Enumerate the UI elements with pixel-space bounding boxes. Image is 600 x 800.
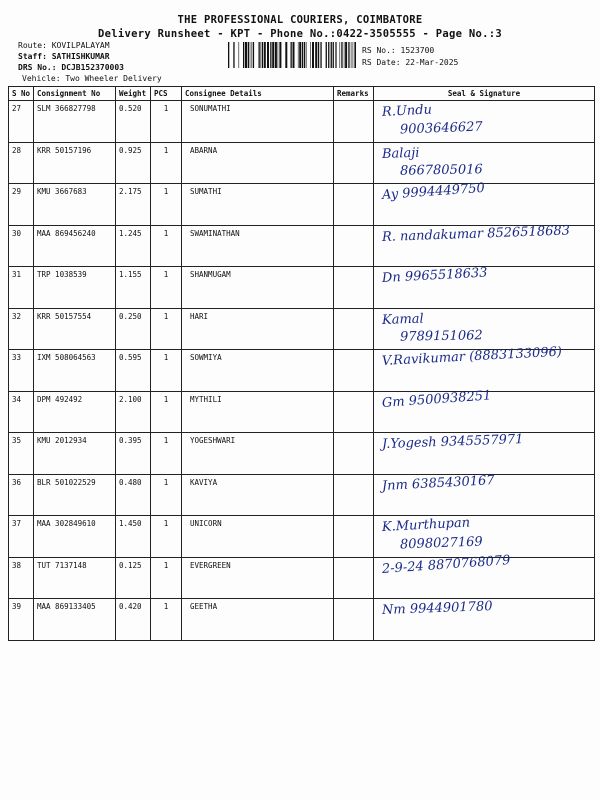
handwritten-signature: Ay 9994449750 bbox=[381, 180, 486, 203]
barcode-bar bbox=[250, 42, 251, 68]
col-remarks-header: Remarks bbox=[334, 87, 374, 101]
row-weight: 0.480 bbox=[116, 474, 151, 516]
row-pcs: 1 bbox=[151, 516, 182, 558]
row-consignee: MYTHILI bbox=[182, 391, 334, 433]
handwritten-signature: R. nandakumar 8526518683 bbox=[381, 222, 571, 245]
row-pcs: 1 bbox=[151, 557, 182, 599]
table-row bbox=[9, 474, 595, 516]
rs-number: RS No.: 1523700 bbox=[362, 46, 435, 55]
row-pcs: 1 bbox=[151, 599, 182, 641]
row-consignment-no: TRP 1038539 bbox=[34, 267, 116, 309]
row-remarks bbox=[334, 557, 374, 599]
row-consignee: UNICORN bbox=[182, 516, 334, 558]
row-weight: 2.175 bbox=[116, 184, 151, 226]
barcode-bar bbox=[306, 42, 307, 68]
row-seal-signature bbox=[374, 474, 595, 516]
row-remarks bbox=[334, 142, 374, 184]
handwritten-signature: Balaji bbox=[381, 145, 420, 162]
barcode-bar bbox=[279, 42, 281, 68]
barcode-bar bbox=[245, 42, 247, 68]
col-weight-header: Weight bbox=[116, 87, 151, 101]
row-pcs: 1 bbox=[151, 267, 182, 309]
handwritten-phone-number: 8098027169 bbox=[399, 534, 483, 553]
barcode-bar bbox=[267, 42, 269, 68]
row-remarks bbox=[334, 267, 374, 309]
barcode-bar bbox=[293, 42, 295, 68]
barcode-bar bbox=[336, 42, 337, 68]
handwritten-signature: R.Undu bbox=[381, 102, 433, 120]
row-weight: 0.420 bbox=[116, 599, 151, 641]
row-remarks bbox=[334, 101, 374, 143]
row-seal-signature bbox=[374, 101, 595, 143]
row-consignment-no: IXM 508064563 bbox=[34, 350, 116, 392]
row-seal-signature bbox=[374, 142, 595, 184]
row-consignment-no: DPM 492492 bbox=[34, 391, 116, 433]
vehicle-label: Vehicle: Two Wheeler Delivery bbox=[22, 74, 162, 83]
row-seal-signature bbox=[374, 599, 595, 641]
row-weight: 0.250 bbox=[116, 308, 151, 350]
row-consignment-no: KMU 3667683 bbox=[34, 184, 116, 226]
handwritten-phone-number: 9789151062 bbox=[399, 327, 483, 345]
row-pcs: 1 bbox=[151, 225, 182, 267]
row-sno: 30 bbox=[9, 225, 34, 267]
table-row bbox=[9, 308, 595, 350]
barcode-bar bbox=[264, 42, 266, 68]
row-pcs: 1 bbox=[151, 142, 182, 184]
table-row bbox=[9, 391, 595, 433]
row-weight: 0.125 bbox=[116, 557, 151, 599]
row-pcs: 1 bbox=[151, 391, 182, 433]
table-row bbox=[9, 142, 595, 184]
barcode-bar bbox=[299, 42, 301, 68]
row-seal-signature bbox=[374, 180, 595, 226]
barcode-bar bbox=[315, 42, 317, 68]
barcode-bar bbox=[344, 42, 345, 68]
barcode-bar bbox=[285, 42, 287, 68]
barcode-bar bbox=[243, 42, 244, 68]
barcode-bar bbox=[278, 42, 279, 68]
barcode-bar bbox=[304, 42, 305, 68]
row-seal-signature bbox=[374, 516, 595, 558]
handwritten-signature: Nm 9944901780 bbox=[381, 599, 493, 618]
row-consignee: SHANMUGAM bbox=[182, 267, 334, 309]
table-row bbox=[9, 267, 595, 309]
barcode-bar bbox=[335, 42, 336, 68]
row-sno: 36 bbox=[9, 474, 34, 516]
barcode-bar bbox=[291, 42, 292, 68]
barcode-bar bbox=[275, 42, 277, 68]
row-consignment-no: MAA 869456240 bbox=[34, 225, 116, 267]
barcode-bar bbox=[239, 42, 240, 68]
row-sno: 28 bbox=[9, 142, 34, 184]
row-seal-signature bbox=[374, 222, 595, 267]
row-pcs: 1 bbox=[151, 101, 182, 143]
col-consignee-header: Consignee Details bbox=[182, 87, 334, 101]
barcode-bar bbox=[333, 42, 334, 68]
row-remarks bbox=[334, 308, 374, 350]
row-weight: 0.925 bbox=[116, 142, 151, 184]
row-consignee: SONUMATHI bbox=[182, 101, 334, 143]
company-title: THE PROFESSIONAL COURIERS, COIMBATORE bbox=[177, 14, 423, 26]
handwritten-signature: Jnm 6385430167 bbox=[381, 472, 496, 494]
col-seal-header: Seal & Signature bbox=[374, 87, 595, 101]
handwritten-signature: V.Ravikumar (8883133096) bbox=[381, 344, 563, 369]
barcode bbox=[228, 42, 356, 68]
row-pcs: 1 bbox=[151, 433, 182, 475]
barcode-bar bbox=[233, 42, 234, 68]
row-sno: 38 bbox=[9, 557, 34, 599]
row-consignee: SWAMINATHAN bbox=[182, 225, 334, 267]
row-remarks bbox=[334, 599, 374, 641]
row-sno: 37 bbox=[9, 516, 34, 558]
row-consignment-no: MAA 869133405 bbox=[34, 599, 116, 641]
barcode-bar bbox=[354, 42, 356, 68]
barcode-bar bbox=[262, 42, 263, 68]
table-body bbox=[9, 101, 595, 641]
row-sno: 34 bbox=[9, 391, 34, 433]
table-header-row bbox=[9, 87, 595, 101]
rs-date: RS Date: 22-Mar-2025 bbox=[362, 58, 459, 67]
row-sno: 31 bbox=[9, 267, 34, 309]
barcode-bar bbox=[228, 42, 229, 68]
row-consignment-no: KRR 50157554 bbox=[34, 308, 116, 350]
handwritten-signature: Dn 9965518633 bbox=[381, 265, 488, 286]
runsheet-title: Delivery Runsheet - KPT - Phone No.:0422-3505555 - Page No.:3 bbox=[98, 28, 502, 40]
row-sno: 32 bbox=[9, 308, 34, 350]
handwritten-signature: J.Yogesh 9345557971 bbox=[381, 432, 524, 452]
handwritten-phone-number: 9003646627 bbox=[399, 119, 483, 138]
barcode-bar bbox=[298, 42, 299, 68]
table-row bbox=[9, 557, 595, 599]
staff-label: Staff: SATHISHKUMAR bbox=[18, 52, 110, 61]
table-row bbox=[9, 599, 595, 641]
row-consignee: EVERGREEN bbox=[182, 557, 334, 599]
row-seal-signature bbox=[374, 387, 595, 433]
row-weight: 1.155 bbox=[116, 267, 151, 309]
row-seal-signature bbox=[374, 344, 595, 392]
row-remarks bbox=[334, 184, 374, 226]
col-pcs-header: PCS bbox=[151, 87, 182, 101]
row-pcs: 1 bbox=[151, 308, 182, 350]
row-consignment-no: SLM 366827798 bbox=[34, 101, 116, 143]
barcode-bar bbox=[253, 42, 254, 68]
barcode-bar bbox=[272, 42, 274, 68]
barcode-bar bbox=[328, 42, 329, 68]
barcode-bar bbox=[320, 42, 321, 68]
table-row bbox=[9, 225, 595, 267]
row-consignment-no: BLR 501022529 bbox=[34, 474, 116, 516]
row-sno: 35 bbox=[9, 433, 34, 475]
row-consignee: SOWMIYA bbox=[182, 350, 334, 392]
row-weight: 2.100 bbox=[116, 391, 151, 433]
barcode-bar bbox=[340, 42, 341, 68]
col-sno-header: S No bbox=[9, 87, 34, 101]
barcode-bar bbox=[351, 42, 352, 68]
barcode-bar bbox=[353, 42, 354, 68]
row-seal-signature bbox=[374, 267, 595, 309]
row-pcs: 1 bbox=[151, 474, 182, 516]
row-seal-signature bbox=[374, 308, 595, 350]
barcode-bar bbox=[302, 42, 303, 68]
barcode-bar bbox=[248, 42, 249, 68]
row-remarks bbox=[334, 225, 374, 267]
barcode-bar bbox=[259, 42, 260, 68]
drs-label: DRS No.: DCJB152370003 bbox=[18, 63, 124, 72]
row-weight: 0.520 bbox=[116, 101, 151, 143]
barcode-bar bbox=[331, 42, 332, 68]
handwritten-signature: Gm 9500938251 bbox=[381, 387, 492, 411]
table-row bbox=[9, 101, 595, 143]
row-seal-signature bbox=[374, 433, 595, 475]
row-consignee: SUMATHI bbox=[182, 184, 334, 226]
delivery-table bbox=[8, 86, 595, 641]
row-pcs: 1 bbox=[151, 184, 182, 226]
row-consignment-no: MAA 302849610 bbox=[34, 516, 116, 558]
barcode-bar bbox=[261, 42, 262, 68]
row-sno: 33 bbox=[9, 350, 34, 392]
row-consignee: ABARNA bbox=[182, 142, 334, 184]
table-row bbox=[9, 516, 595, 558]
row-consignee: GEETHA bbox=[182, 599, 334, 641]
row-remarks bbox=[334, 474, 374, 516]
barcode-bar bbox=[341, 42, 342, 68]
handwritten-signature: 2-9-24 8870768079 bbox=[381, 552, 511, 577]
handwritten-phone-number: 8667805016 bbox=[399, 161, 483, 179]
barcode-bar bbox=[345, 42, 347, 68]
row-seal-signature bbox=[374, 552, 595, 599]
table-row bbox=[9, 350, 595, 392]
row-remarks bbox=[334, 350, 374, 392]
handwritten-signature: Kamal bbox=[381, 311, 424, 328]
row-sno: 29 bbox=[9, 184, 34, 226]
row-remarks bbox=[334, 516, 374, 558]
route-label: Route: KOVILPALAYAM bbox=[18, 41, 110, 50]
row-consignment-no: KMU 2012934 bbox=[34, 433, 116, 475]
row-weight: 0.595 bbox=[116, 350, 151, 392]
row-consignee: HARI bbox=[182, 308, 334, 350]
row-pcs: 1 bbox=[151, 350, 182, 392]
handwritten-signature: K.Murthupan bbox=[381, 515, 471, 535]
barcode-bar bbox=[348, 42, 349, 68]
barcode-bar bbox=[318, 42, 319, 68]
barcode-bar bbox=[270, 42, 271, 68]
row-weight: 1.450 bbox=[116, 516, 151, 558]
row-consignment-no: TUT 7137148 bbox=[34, 557, 116, 599]
table-row bbox=[9, 433, 595, 475]
row-remarks bbox=[334, 391, 374, 433]
row-consignee: YOGESHWARI bbox=[182, 433, 334, 475]
barcode-bar bbox=[252, 42, 253, 68]
row-sno: 27 bbox=[9, 101, 34, 143]
barcode-bar bbox=[310, 42, 311, 68]
barcode-bar bbox=[312, 42, 314, 68]
row-weight: 1.245 bbox=[116, 225, 151, 267]
row-sno: 39 bbox=[9, 599, 34, 641]
col-consignment-header: Consignment No bbox=[34, 87, 116, 101]
row-weight: 0.395 bbox=[116, 433, 151, 475]
barcode-bar bbox=[326, 42, 327, 68]
row-remarks bbox=[334, 433, 374, 475]
row-consignee: KAVIYA bbox=[182, 474, 334, 516]
table-row bbox=[9, 184, 595, 226]
row-consignment-no: KRR 50157196 bbox=[34, 142, 116, 184]
